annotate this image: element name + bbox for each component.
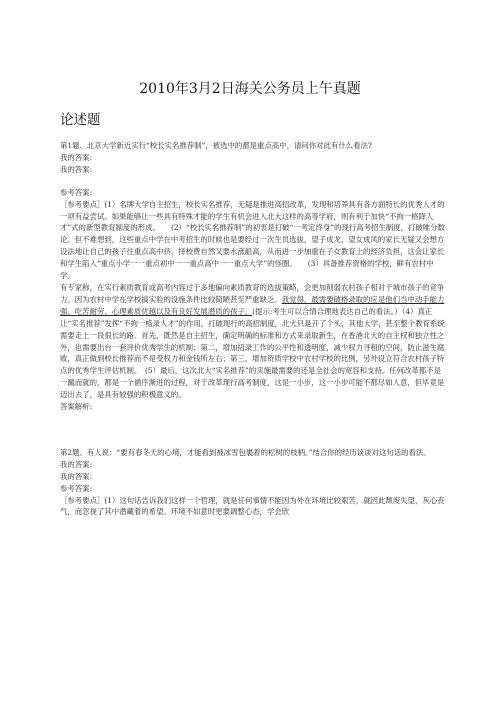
spacer (60, 413, 448, 447)
reference-text: 有专家称，在实行素质教育或高考内容过于多地偏向素质教育的选拔策略，会更加削弱农村孩子相对于城市孩子的竞争力。因为农村中学在学校搞实验的设施条件比较简陋甚至严重缺乏。 (60, 282, 445, 304)
reference-answer-part-a: ［参考要点］(1）名牌大学自主招生，校长实名推荐，无疑是推进高招改革，发现和培养具有各方面特长的优秀人才的一项有益尝试。如果能够让一些具有特殊才能的学生有机会进入北大这样的高等学府，则有利于加快“不拘一格降人才”式的新型教育制度的形成。 (2）“校长实名推荐制”的初衷是打破“一考定终身”的现行高考招生制度，打破唯分数论。但不难想到，这些重点中学在中考招生的时候也是要经过一次生员选拔，望子成龙、望女成凤的家长无疑又会想方设法地让自己的孩子往重点高中挤，择校费自然又要水涨船高，从而进一步加重在子女教育上的经济负担，这会让家长和学生陷入“重点小学一一重点初中一一重点高中一一重点大学”的怪圈。 (3）具备推荐资格的学校，鲜有农村中学。 (60, 199, 445, 281)
my-answer-label: 我的答案: (60, 152, 93, 162)
question-2: 第2题、有人说：“要有春冬天的心境，才能看到被冰雪包裹着的松树的枝柄。”结合你的经历谈谈对这句话的看法。 (60, 447, 431, 457)
page-title: 2010年3月2日海关公务员上午真题 (139, 81, 361, 97)
reference-answer-part-a: ［参考要点］(1）这句话告诉我们这样一个哲理，就是任何事情不能因为外在环境比较艰苦，就因此颓废失望，灰心丧气，而忽视了其中潜藏着的希望。环境不如意时更要调整心态，学会欣 (60, 495, 445, 517)
reference-answer-label: 参考答案: (60, 483, 93, 493)
reference-text: (提示:考生可以合情合理地表达自己的看法。）（4）真正让“实名推荐”发挥“不拘一格录人才”的作用，打破现行的高招制度，北大只是开了个头，其他大学，甚至整个教育系统需要走上一段很长的路。首先，既然是自主招生，确定明确的标准和方式来录取新生，在香港北大的自主权和独立性之外，也需要出台一套评价优秀学生的机制；第二，增加招录工作的公平性和透明度，减少权力寻租的空间，防止滋生腐败，真正做到校长推荐而不是受权力和金钱所左右；第三，增加资质学校中农村学校的比例，另外设立符合农村孩子特点的优秀学生评估机制。 (5）最后，这次北大“实名推荐”的实施最需要的还是全社会的宽容和支持。任何改革都不是一蹴而就的，都是一个循序渐进的过程，对于改革现行高考制度，这是一小步，这一小步可能不都尽如人意，但毕竟是迈出去了，是具有较强的积极意义的。 (60, 306, 445, 400)
document-body (60, 140, 448, 518)
my-answer-label: 我的答案: (60, 471, 93, 481)
reference-answer-label: 参考答案: (60, 187, 93, 197)
my-answer-label: 我的答案: (60, 164, 93, 174)
underlined-text: 我觉得，最需要破格录取的应是他们当中动手能力强、吃苦耐劳、心理素质优越以及有良好发展潜质的孩子。 (60, 294, 445, 316)
section-heading: 论述题 (60, 112, 101, 128)
spacer (60, 176, 448, 187)
analysis-label: 答案解析: (60, 402, 93, 412)
my-answer-label: 我的答案: (60, 459, 93, 469)
question-1: 第1题、北京大学新近实行“校长实名推荐制”，被选中的都是重点高中，请问你对此有什么看法? (60, 141, 372, 150)
reference-answer-part-b (60, 282, 448, 401)
